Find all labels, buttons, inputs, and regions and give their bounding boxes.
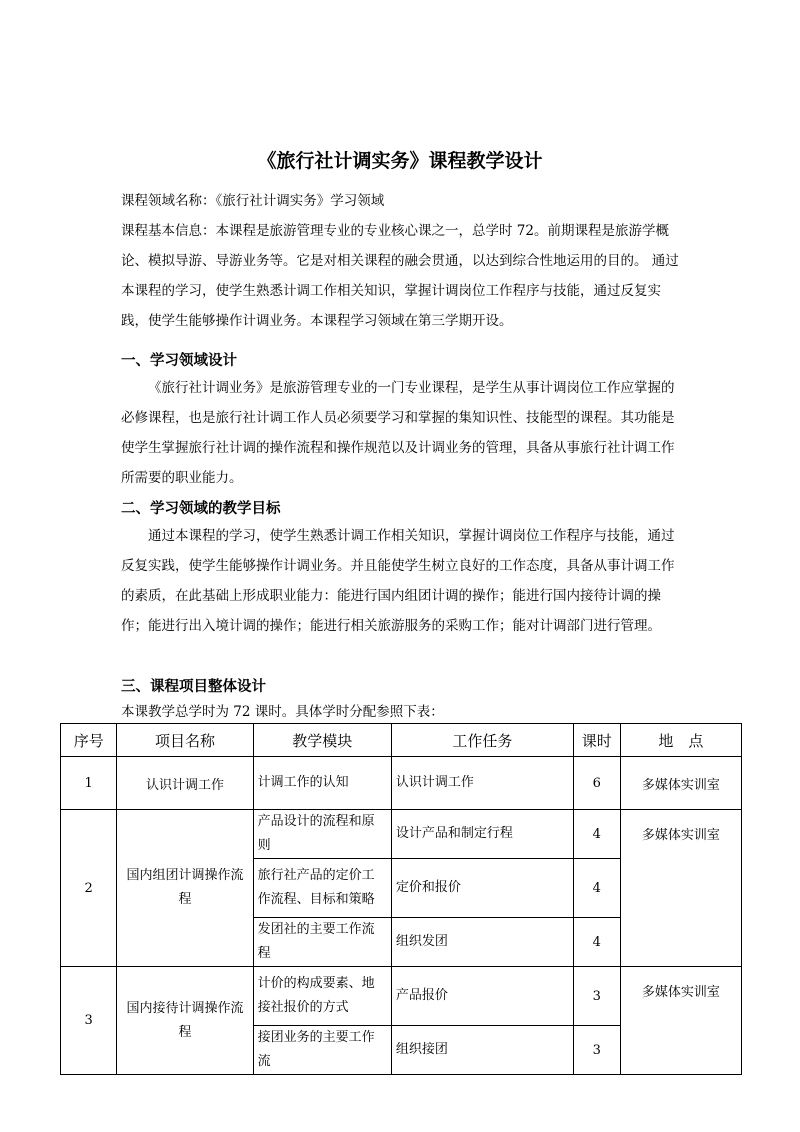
cell-number: 3 [61, 967, 117, 1075]
cell-module: 计价的构成要素、地接社报价的方式 [253, 967, 391, 1026]
table-row [61, 967, 742, 1026]
cell-project: 认识计调工作 [117, 757, 253, 810]
cell-task: 组织接团 [391, 1026, 573, 1075]
cell-task: 产品报价 [391, 967, 573, 1026]
cell-number: 1 [61, 757, 117, 810]
section-body-3: 本课教学总学时为 72 课时。具体学时分配参照下表： [121, 704, 444, 720]
cell-module: 接团业务的主要工作流 [253, 1026, 391, 1075]
cell-task: 认识计调工作 [391, 757, 573, 810]
course-schedule-table [60, 723, 742, 1075]
cell-number: 2 [61, 810, 117, 967]
section-body-1: 《旅行社计调业务》是旅游管理专业的一门专业课程，是学生从事计调岗位工作应掌握的必修课程，也是旅行社计调工作人员必须要学习和掌握的集知识性、技能型的课程。其功能是使学生掌握旅行社计调的操作流程和操作规范以及计调业务的管理，具备从事旅行社计调工作所需要的职业能力。 [121, 380, 675, 486]
cell-hours: 4 [573, 918, 620, 967]
cell-hours: 4 [573, 859, 620, 918]
table-row [61, 757, 742, 810]
cell-hours: 3 [573, 1026, 620, 1075]
cell-module: 旅行社产品的定价工作流程、目标和策略 [253, 859, 391, 918]
header-module: 教学模块 [253, 724, 391, 757]
table-row [61, 810, 742, 859]
course-basic-info: 课程基本信息：本课程是旅游管理专业的专业核心课之一，总学时 72。前期课程是旅游学概论、模拟导游、导游业务等。它是对相关课程的融会贯通，以达到综合性地运用的目的。 通过本课程的学习，使学生熟悉计调工作相关知识，掌握计调岗位工作程序与技能，通过反复实践，使学生能够操作计调业务。本课程学习领域在第三学期开设。 [121, 223, 679, 329]
section-heading-3: 三、课程项目整体设计 [121, 679, 266, 695]
cell-task: 定价和报价 [391, 859, 573, 918]
course-field-name: 课程领域名称：《旅行社计调实务》学习领域 [121, 193, 385, 209]
section-body-2: 通过本课程的学习，使学生熟悉计调工作相关知识，掌握计调岗位工作程序与技能，通过反复实践，使学生能够操作计调业务。并且能使学生树立良好的工作态度，具备从事计调工作的素质，在此基础上形成职业能力：能进行国内组团计调的操作；能进行国内接待计调的操作；能进行出入境计调的操作；能进行相关旅游服务的采购工作；能对计调部门进行管理。 [121, 528, 675, 634]
header-number: 序号 [61, 724, 117, 757]
cell-module: 发团社的主要工作流程 [253, 918, 391, 967]
cell-place: 多媒体实训室 [620, 810, 741, 967]
header-place: 地 点 [620, 724, 741, 757]
cell-hours: 6 [573, 757, 620, 810]
cell-module: 计调工作的认知 [253, 757, 391, 810]
cell-module: 产品设计的流程和原则 [253, 810, 391, 859]
cell-hours: 3 [573, 967, 620, 1026]
header-hours: 课时 [573, 724, 620, 757]
cell-project: 国内组团计调操作流程 [117, 810, 253, 967]
cell-task: 设计产品和制定行程 [391, 810, 573, 859]
cell-hours: 4 [573, 810, 620, 859]
section-heading-2: 二、学习领域的教学目标 [121, 501, 281, 517]
document-title: 《旅行社计调实务》课程教学设计 [257, 150, 543, 172]
cell-task: 组织发团 [391, 918, 573, 967]
table-header-row [61, 724, 742, 757]
cell-project: 国内接待计调操作流程 [117, 967, 253, 1075]
cell-place: 多媒体实训室 [620, 757, 741, 810]
header-task: 工作任务 [391, 724, 573, 757]
cell-place: 多媒体实训室 [620, 967, 741, 1075]
section-heading-1: 一、学习领域设计 [121, 353, 237, 369]
header-project: 项目名称 [117, 724, 253, 757]
